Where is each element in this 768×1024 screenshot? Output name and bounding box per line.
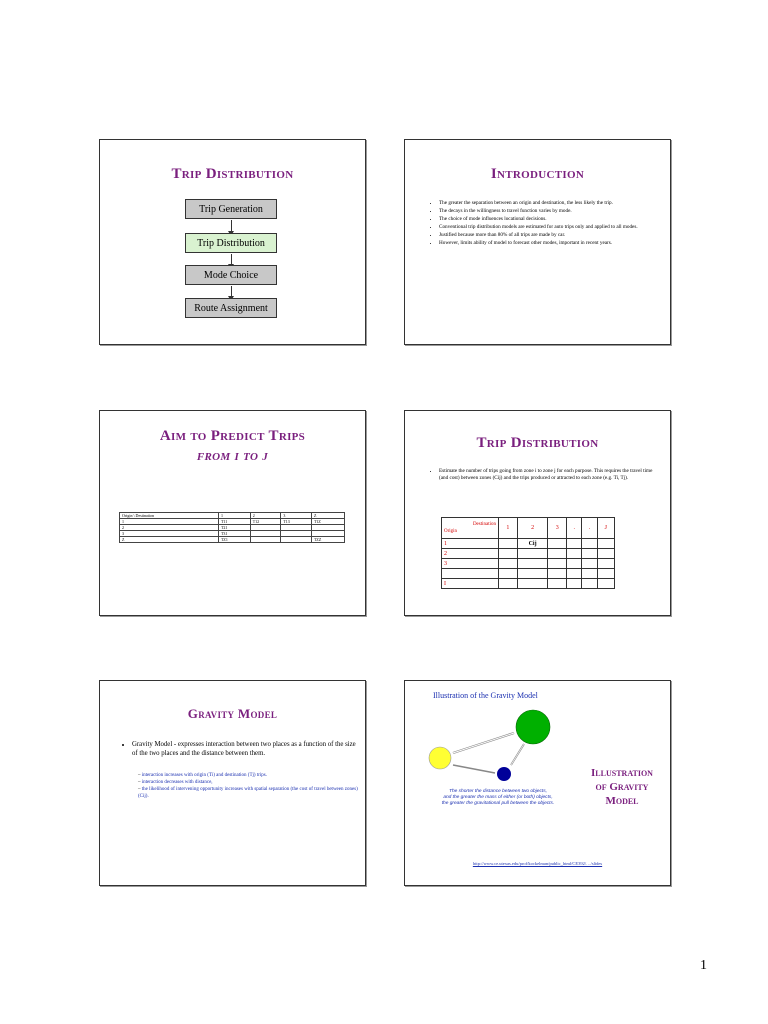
matrix-bullets [427,468,661,483]
intro-bullets [427,200,661,248]
od-cell: TZ1 [218,537,250,543]
matrix-cell [582,549,597,559]
flow-step-mode-choice: Mode Choice [185,265,277,285]
matrix-cell [567,579,582,589]
page-number: 1 [700,958,707,973]
slide-trip-distribution-matrix [404,410,671,616]
slide-introduction [404,139,671,345]
matrix-header-destination: Destination [472,522,496,527]
od-cell: 2 [250,513,281,519]
slide-title: Trip Distribution [476,435,599,451]
sub-bullet: – the likelihood of intervening opportunity increases with spatial separation (the cost of travel between zones) (Cij). [138,786,360,800]
bullet: • However, limits ability of model to forecast other modes, important in recent years. [439,240,661,247]
matrix-col-header: . [567,518,582,539]
od-cell: T11 [218,519,250,525]
matrix-cell [499,569,518,579]
flow-step-route-assignment: Route Assignment [185,298,277,318]
od-cell: T31 [218,531,250,537]
matrix-cell [548,559,567,569]
od-cell: TZZ [311,537,344,543]
matrix-cell [597,579,614,589]
side-title-line: Illustration [591,767,653,779]
od-cell: 1 [120,519,219,525]
matrix-cell [567,559,582,569]
matrix-cell [548,579,567,589]
matrix-cell [499,579,518,589]
od-cell: T21 [218,525,250,531]
od-cell [281,537,312,543]
matrix-cell [499,549,518,559]
bullet: • Conventional trip distribution models are estimated for auto trips only and applied to all modes. [439,224,661,231]
od-cell [250,537,281,543]
matrix-cell [548,549,567,559]
matrix-cell [582,579,597,589]
matrix-cell [567,569,582,579]
side-title [577,766,667,808]
sub-bullet: – interaction decreases with distance, [138,779,360,786]
caption-line: the greater the gravitational pull between the objects. [441,801,555,806]
matrix-cell [582,559,597,569]
matrix-cell [567,549,582,559]
matrix-cell [597,549,614,559]
matrix-cell [582,539,597,549]
bullet: • The greater the separation between an origin and destination, the less likely the trip. [439,200,661,207]
od-cell: 2 [120,525,219,531]
matrix-cell [597,539,614,549]
bullet: • Gravity Model - expresses interaction between two places as a function of the size of the two places and the distance between them. [132,741,360,758]
matrix-cell-cij: Cij [517,539,548,549]
matrix-col-header: 1 [499,518,518,539]
matrix-col-header: J [597,518,614,539]
sub-bullet: – interaction increases with origin (Ti) and destination (Tj) trips. [138,772,360,779]
od-table [119,512,345,543]
slide-trip-distribution-flow [99,139,366,345]
flow-step-trip-generation: Trip Generation [185,199,277,219]
matrix-cell [567,539,582,549]
matrix-col-header: . [582,518,597,539]
matrix-cell [548,539,567,549]
od-cell: T13 [281,519,312,525]
large-green-mass [516,710,550,744]
small-yellow-mass [429,747,451,769]
diagram-caption [413,789,583,807]
illustration-heading: Illustration of the Gravity Model [433,691,538,700]
flow-arrow [231,220,232,232]
od-cell: T1Z [311,519,344,525]
matrix-row-header: 1 [442,539,499,549]
matrix-row-header [442,569,499,579]
gravity-sub-bullets [120,772,360,800]
od-cell: Z [311,513,344,519]
matrix-cell [582,569,597,579]
matrix-cell [517,579,548,589]
slide-aim-predict-trips [99,410,366,616]
gravity-bullets [120,741,360,759]
side-title-line: of Gravity [595,781,649,793]
side-title-line: Model [605,795,639,807]
od-cell: Origin \ Destination [120,513,219,519]
od-cell: 3 [281,513,312,519]
matrix-cell [499,539,518,549]
force-arrow-yellow-blue [453,765,495,773]
flow-arrow [231,254,232,265]
caption-line: The shorter the distance between two objects, [449,789,547,794]
slide-title: Trip Distribution [171,166,294,182]
small-blue-mass [497,767,511,781]
slide-gravity-illustration [404,680,671,886]
matrix-cell [517,559,548,569]
matrix-cell [597,559,614,569]
force-arrow-inner [511,744,524,765]
matrix-header-origin: Origin [444,529,458,534]
matrix-cell [548,569,567,579]
od-cell: T12 [250,519,281,525]
matrix-col-header: 2 [517,518,548,539]
matrix-col-header: 3 [548,518,567,539]
slide-title: Introduction [490,166,585,182]
bullet: • Estimate the number of trips going from zone i to zone j for each purpose. This requires the travel time (and cost) between zones (Cij) and the trips produced or attracted to each zone (e.g. Ti, Tj). [439,468,661,482]
od-cell: 3 [120,531,219,537]
caption-line: and the greater the mass of either (or both) objects, [443,795,553,800]
matrix-cell [499,559,518,569]
slide-title-line2: from i to j [196,448,269,464]
force-arrow-inner [453,733,514,753]
slide-gravity-model [99,680,366,886]
source-link[interactable]: http://www.ce.utexas.edu/prof/kockelman/public_html/CE392/…/slides [472,861,603,866]
trip-matrix [441,517,615,589]
matrix-corner [442,518,499,539]
bullet: • The choice of mode influences locational decisions. [439,216,661,223]
od-cell: 1 [218,513,250,519]
bullet: • Justified because more than 80% of all trips are made by car. [439,232,661,239]
flow-step-trip-distribution: Trip Distribution [185,233,277,253]
matrix-row-header: I [442,579,499,589]
matrix-row-header: 2 [442,549,499,559]
matrix-row-header: 3 [442,559,499,569]
slide-title-line1: Aim to Predict Trips [159,428,306,444]
slide-title: Gravity Model [187,706,278,721]
bullet: • The decays in the willingness to travel function varies by mode. [439,208,661,215]
matrix-cell [597,569,614,579]
matrix-cell [517,569,548,579]
flow-arrow [231,286,232,297]
od-cell: Z [120,537,219,543]
matrix-cell [517,549,548,559]
